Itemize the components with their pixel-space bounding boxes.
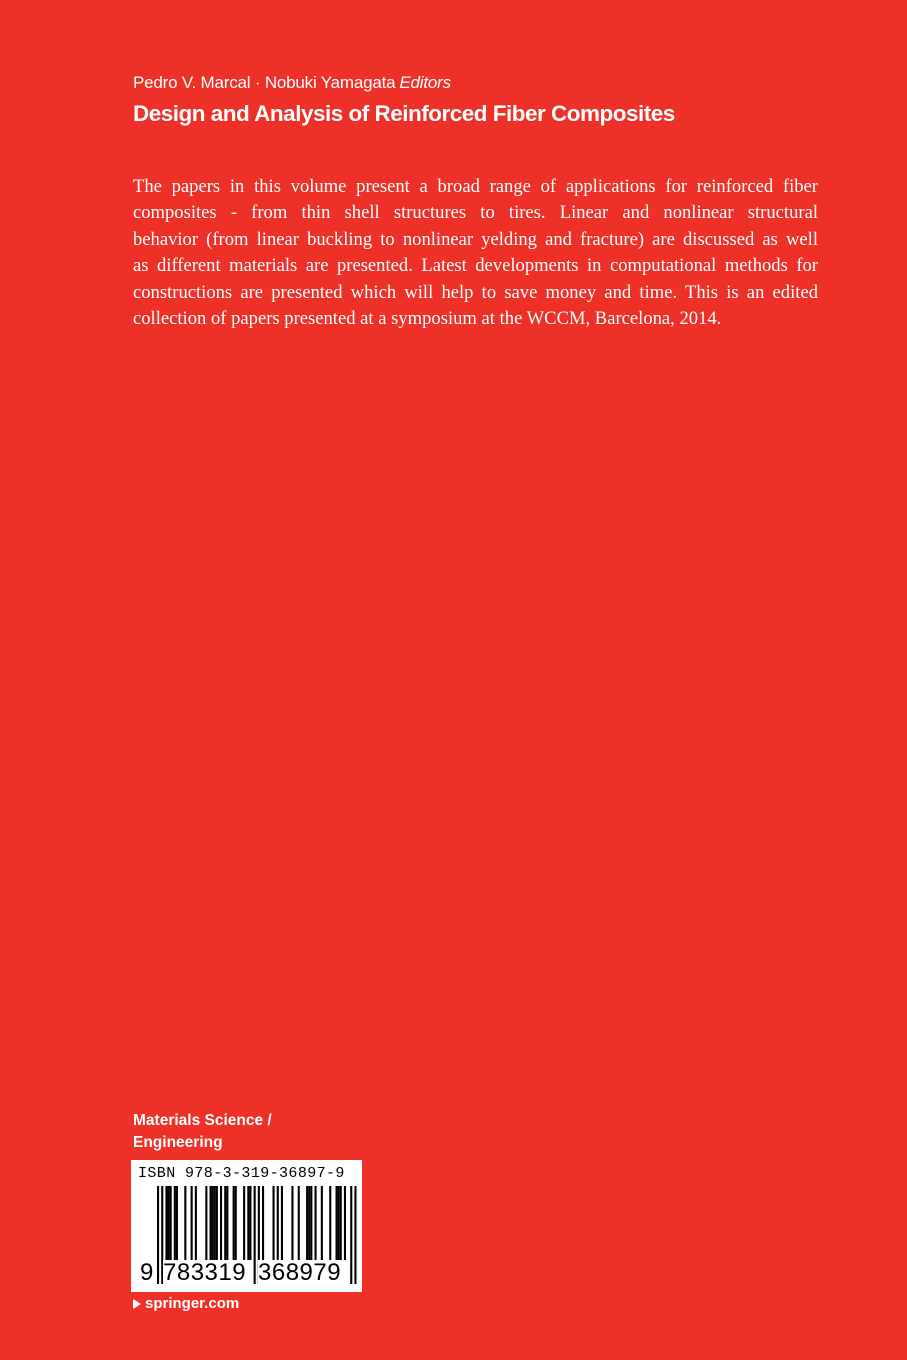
barcode-digit-first: 9 [140,1259,154,1286]
description-line: collection of papers presented at a symposium at the WCCM, Barcelona, 2014. [133,308,722,330]
springer-link[interactable] [133,1295,239,1312]
isbn-label: ISBN 978-3-319-36897-9 [138,1165,345,1182]
description-line: The papers in this volume present a broad range of applications for reinforced fiber [133,176,818,197]
description-line: behavior (from linear buckling to nonlinear yelding and fracture) are discussed as well [133,228,818,250]
editors-role: Editors [399,73,451,92]
description-line: as different materials are presented. Latest developments in computational methods for [133,255,818,277]
book-title: Design and Analysis of Reinforced Fiber Composites [133,101,675,126]
editors-line [133,73,451,93]
arrow-right-icon [133,1299,141,1309]
editors-names: Pedro V. Marcal · Nobuki Yamagata [133,73,396,92]
isbn-barcode [131,1160,362,1292]
subject-category [133,1110,272,1154]
description-line: composites - from thin shell structures to tires. Linear and nonlinear structural [133,202,818,224]
barcode-digits-right: 368979 [258,1259,342,1286]
subject-line-2: Engineering [133,1134,223,1151]
springer-link-text: springer.com [145,1295,240,1312]
book-description [133,174,823,332]
barcode-digits-left: 783319 [163,1259,247,1286]
description-line: constructions are presented which will help to save money and time. This is an edited [133,281,818,303]
barcode-digits [131,1160,362,1292]
subject-line-1: Materials Science / [133,1112,272,1129]
